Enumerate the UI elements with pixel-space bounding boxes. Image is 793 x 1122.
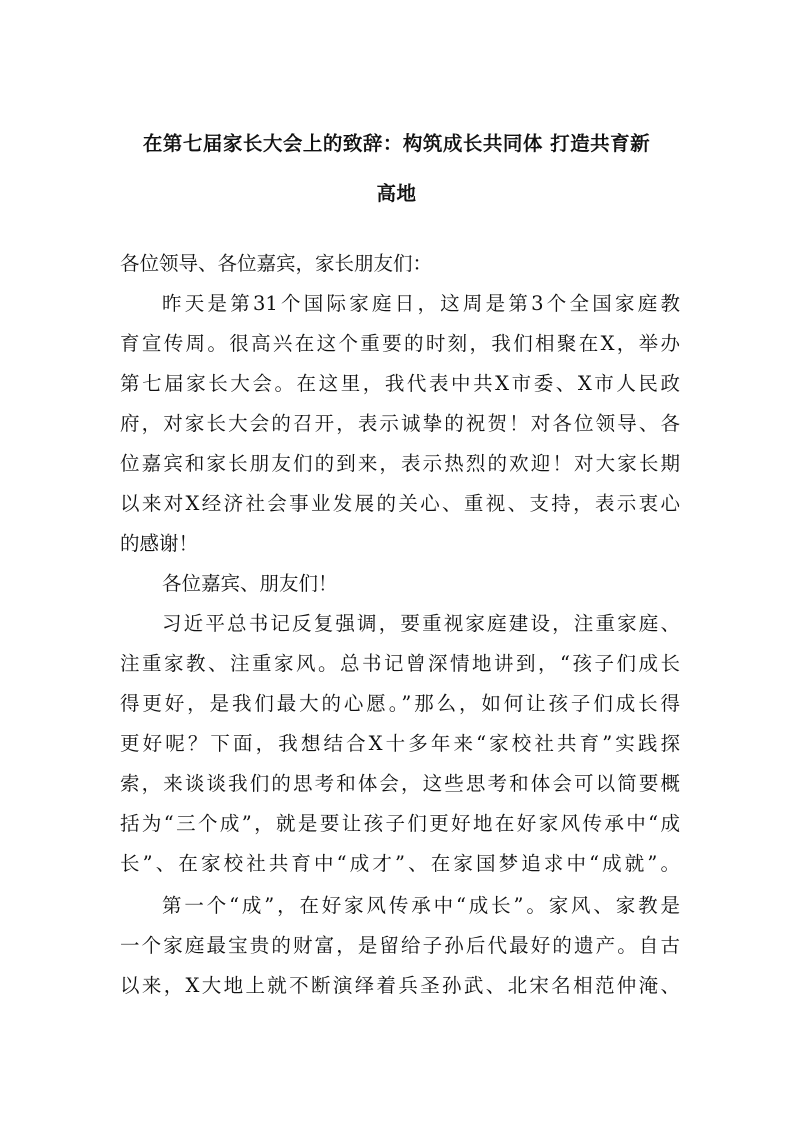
paragraph-line: 习近平总书记反复强调，要重视家庭建设，注重家庭、 bbox=[162, 612, 680, 635]
paragraph-line: 以来对X经济社会事业发展的关心、重视、支持，表示衷心 bbox=[120, 492, 680, 515]
paragraph-line: 第一个“成”，在好家风传承中“成长”。家风、家教是 bbox=[162, 894, 680, 917]
paragraph-line: 育宣传周。很高兴在这个重要的时刻，我们相聚在X，举办 bbox=[120, 332, 680, 355]
paragraph-line: 的感谢！ bbox=[120, 532, 199, 555]
paragraph-line: 得更好，是我们最大的心愿。”那么，如何让孩子们成长得 bbox=[120, 692, 680, 715]
document-title-line-1: 在第七届家长大会上的致辞：构筑成长共同体 打造共育新 bbox=[142, 132, 651, 155]
paragraph-line: 一个家庭最宝贵的财富，是留给子孙后代最好的遗产。自古 bbox=[120, 934, 680, 957]
paragraph-line: 注重家教、注重家风。总书记曾深情地讲到，“孩子们成长 bbox=[120, 652, 680, 675]
document-title-line-2: 高地 bbox=[376, 182, 417, 205]
paragraph-line: 更好呢？下面，我想结合X十多年来“家校社共育”实践探 bbox=[120, 732, 680, 755]
paragraph-line: 位嘉宾和家长朋友们的到来，表示热烈的欢迎！对大家长期 bbox=[120, 452, 680, 475]
salutation: 各位领导、各位嘉宾，家长朋友们： bbox=[120, 252, 433, 275]
paragraph-line: 以来，X大地上就不断演绎着兵圣孙武、北宋名相范仲淹、 bbox=[120, 974, 680, 997]
paragraph-line: 索，来谈谈我们的思考和体会，这些思考和体会可以简要概 bbox=[120, 772, 680, 795]
paragraph-line: 第七届家长大会。在这里，我代表中共X市委、X市人民政 bbox=[120, 372, 680, 395]
paragraph-line: 昨天是第31个国际家庭日，这周是第3个全国家庭教 bbox=[162, 292, 680, 315]
paragraph-line: 长”、在家校社共育中“成才”、在家国梦追求中“成就”。 bbox=[120, 852, 680, 875]
paragraph-line: 府，对家长大会的召开，表示诚挚的祝贺！对各位领导、各 bbox=[120, 412, 680, 435]
paragraph-line: 各位嘉宾、朋友们！ bbox=[162, 572, 338, 595]
paragraph-line: 括为“三个成”，就是要让孩子们更好地在好家风传承中“成 bbox=[120, 812, 680, 835]
